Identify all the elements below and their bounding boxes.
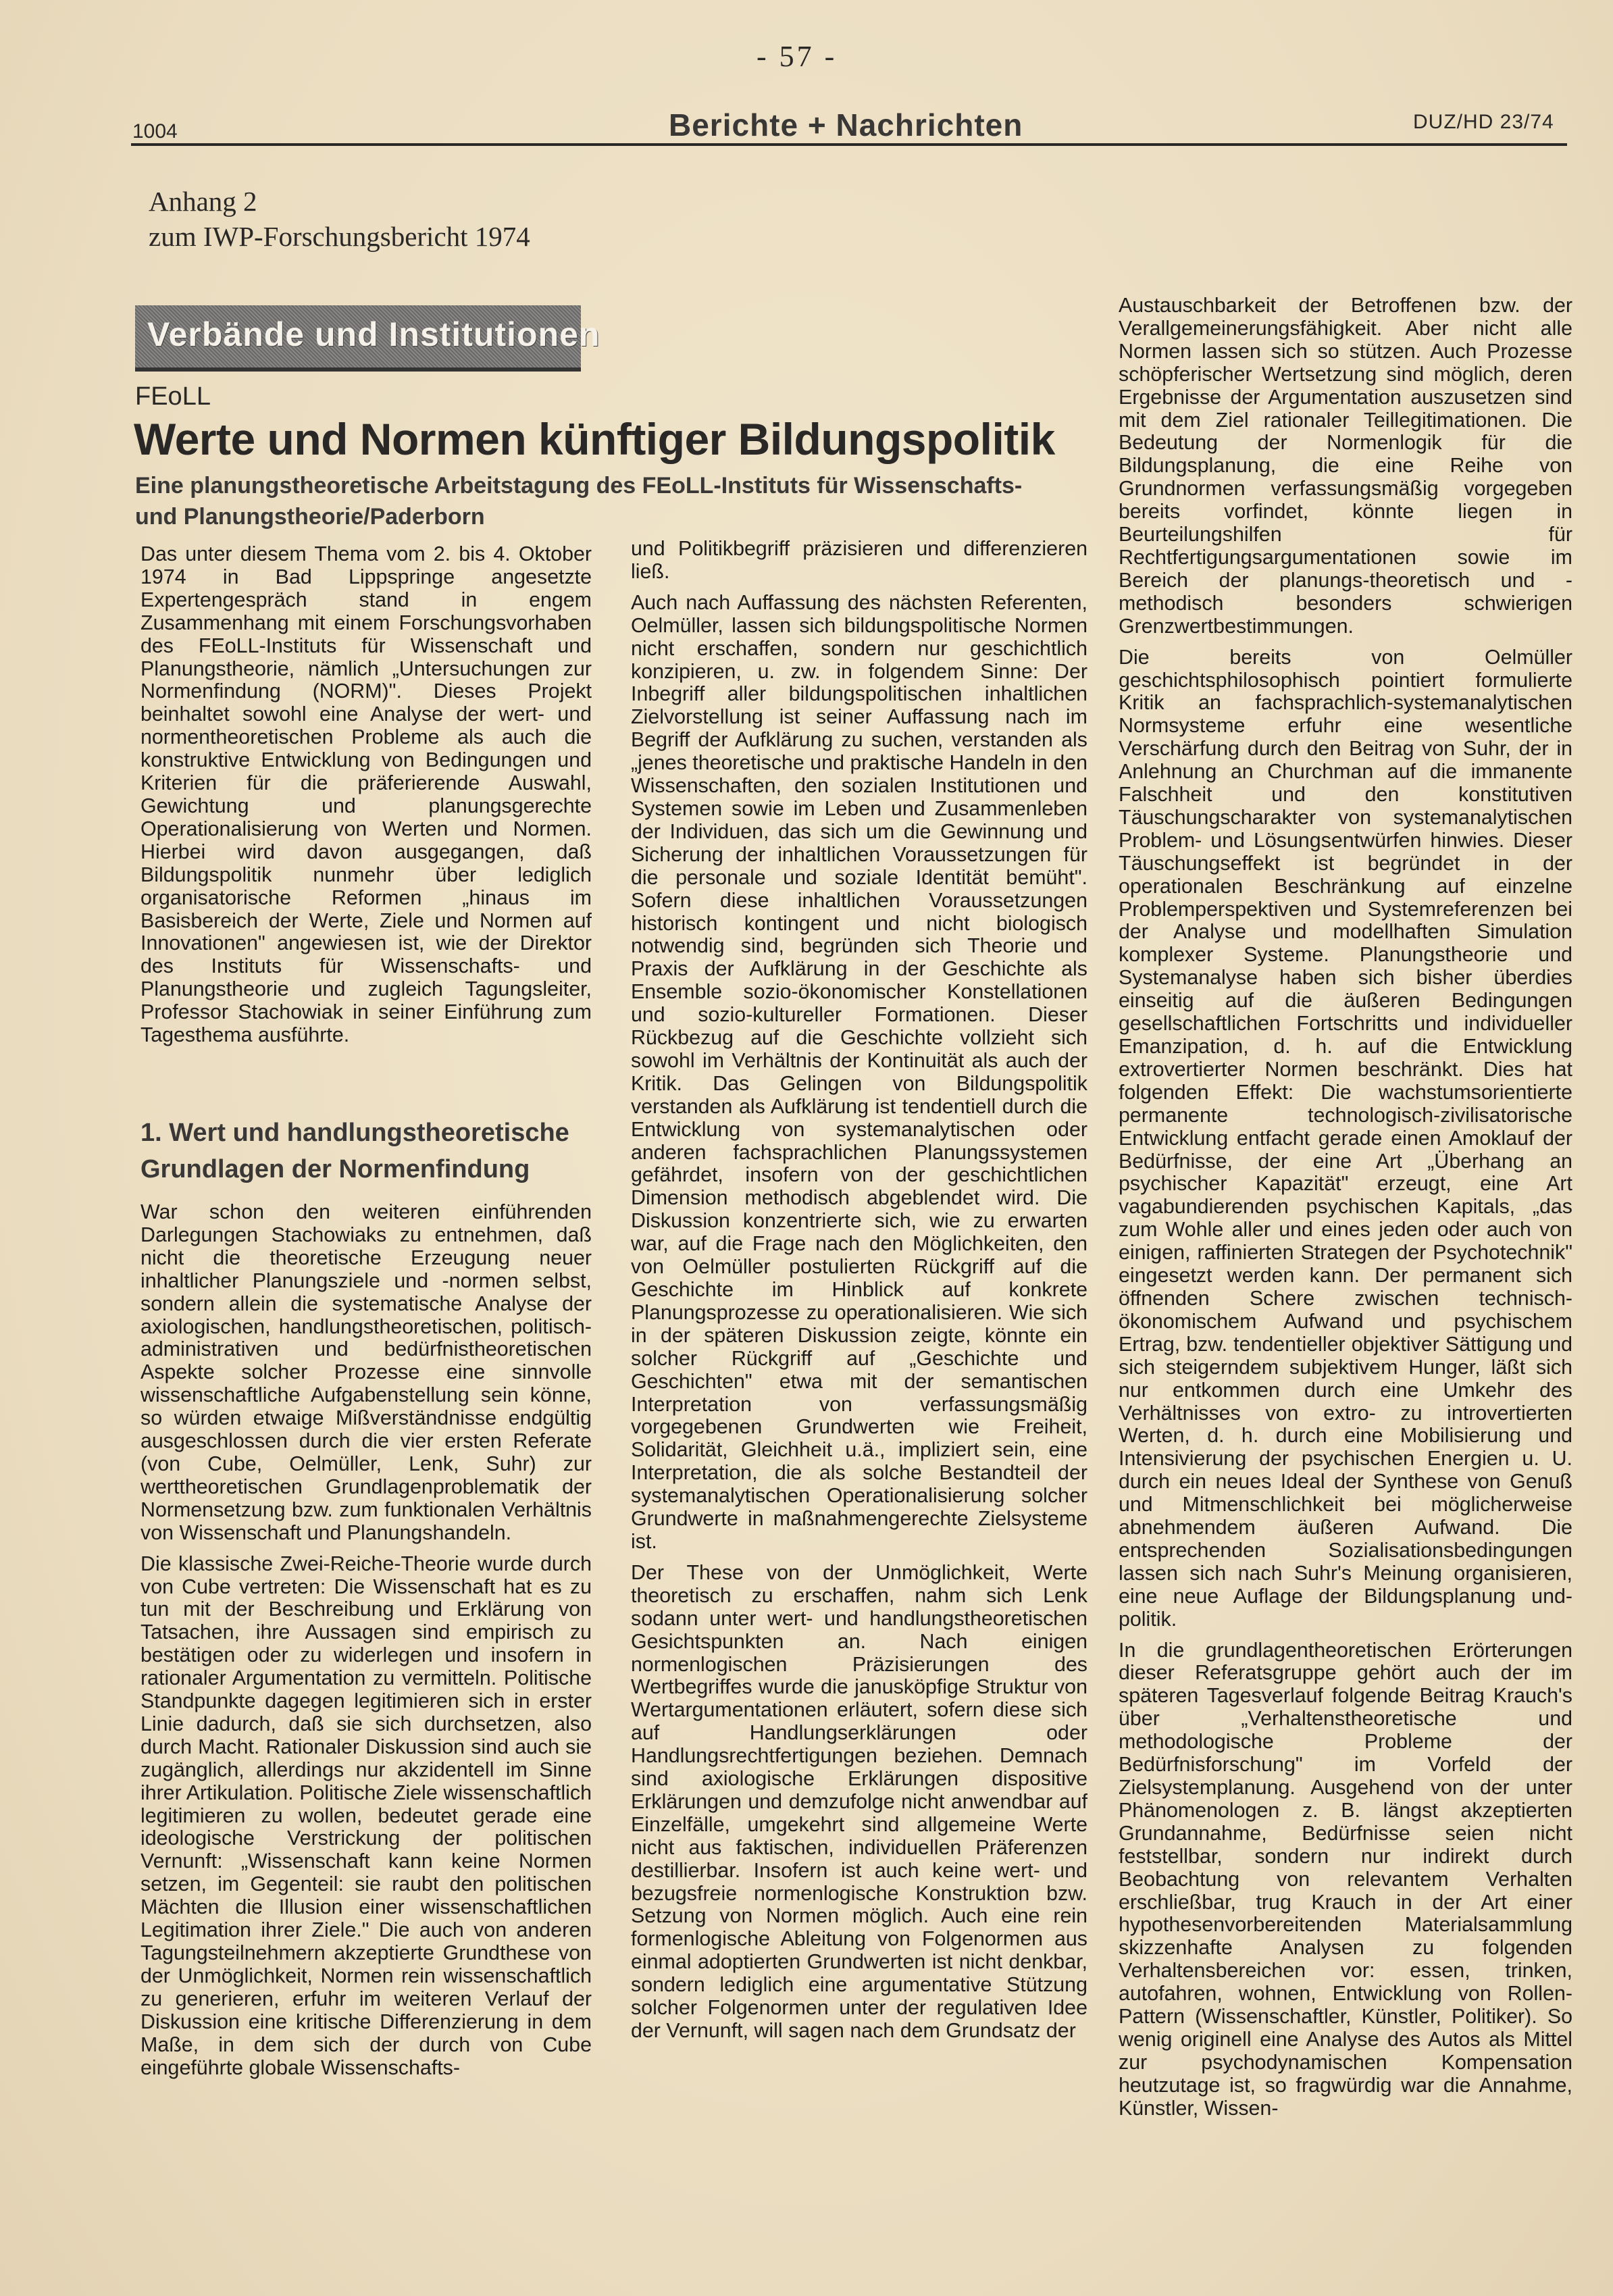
appendix-note (149, 184, 530, 254)
header-section-title: Berichte + Nachrichten (669, 107, 1023, 143)
column-1-body (140, 1201, 592, 2079)
section-banner (135, 305, 600, 372)
column-1-intro (140, 543, 592, 1047)
paragraph: und Politikbegriff präzisieren und differenzieren ließ. (631, 537, 1087, 583)
page-number: - 57 - (757, 40, 838, 73)
header-rule (131, 143, 1567, 146)
paragraph: Die bereits von Oelmüller geschichtsphilosophisch pointiert formulierte Kritik an fachsprachlich-systemanalytischen Normsysteme erfuhr eine wesentliche Verschärfung durch den Beitrag von Suhr, der in Anlehnung an Churchman auf die immanente Falschheit und den konstitutiven Täuschungscharakter von systemanalytischen Problem- und Lösungsentwürfen hinwies. Dieser Täuschungseffekt ist begründet in der operationalen Beschränkung auf einzelne Problemperspektiven und Systemreferenzen bei der Analyse und modellhaften Simulation komplexer Systeme. Planungstheorie und Systemanalyse haben sich bisher überdies einseitig auf die äußeren Bedingungen gesellschaftlichen Fortschritts und individueller Emanzipation, d. h. auf die Entwicklung extrovertierter Normen beschränkt. Dies hat folgenden Effekt: Die wachstumsorientierte permanente technologisch-zivilisatorische Entwicklung entfacht gerade einen Amoklauf der Bedürfnisse, der eine Art „Überhang an psychischer Kapazität" erzeugt, eine Art vagabundierenden psychischen Kapitals, „das zum Wohle aller und eines jeden oder auch von einigen, raffinierten Strategen der Psychotechnik" eingesetzt werden kann. Der permanent sich öffnenden Schere zwischen technisch-ökonomischem Aufwand und psychischem Ertrag, bzw. tendentieller objektiver Sättigung und sich steigerndem subjektivem Hunger, läßt sich nur entkommen durch eine Umkehr des Verhältnisses von extro- zu introvertierten Werten, d. h. durch eine Mobilisierung und Intensivierung der psychischen Energien u. U. durch ein neues Ideal der Synthese von Genuß und Mitmenschlichkeit bei möglicherweise abnehmendem äußeren Aufwand. Die entsprechenden Sozialisationsbedingungen lassen sich nach Suhr's Meinung organisieren, eine neue Auflage der Bildungsplanung und- politik. (1119, 645, 1572, 1631)
paragraph: Die klassische Zwei-Reiche-Theorie wurde durch von Cube vertreten: Die Wissenschaft hat es zu tun mit der Beschreibung und Erklärung von Tatsachen, ihre Aussagen sind empirisch zu bestätigen oder zu widerlegen und insofern in rationaler Argumentation zu vermitteln. Politische Standpunkte dagegen legitimieren sich in erster Linie dadurch, daß sie sich durchsetzen, also durch Macht. Rationaler Diskussion sind auch sie zugänglich, allerdings nur akzidentell im Sinne ihrer Artikulation. Politische Ziele wissenschaftlich legitimieren zu wollen, bedeutet gerade eine ideologische Verstrickung der politischen Vernunft: „Wissenschaft kann keine Normen setzen, im Gegenteil: sie raubt den politischen Mächten die Illusion einer wissenschaftlichen Legitimation ihrer Ziele." Die auch von anderen Tagungsteilnehmern akzeptierte Grundthese von der Unmöglichkeit, Normen rein wissenschaftlich zu generieren, erfuhr im weiteren Verlauf der Diskussion eine kritische Differenzierung in dem Maße, in dem sich der durch von Cube eingeführte globale Wissenschafts- (140, 1552, 592, 2079)
paragraph: In die grundlagentheoretischen Erörterungen dieser Referatsgruppe gehört auch der im späteren Tagesverlauf folgende Beitrag Krauch's über „Verhaltenstheoretische und methodologische Probleme der Bedürfnisforschung" im Vorfeld der Zielsystemplanung. Ausgehend von der unter Phänomenologen z. B. längst akzeptierten Grundannahme, Bedürfnisse seien nicht feststellbar, sondern nur indirekt durch Beobachtung von relevantem Verhalten erschließbar, trug Krauch in der Art einer hypothesenvorbereitenden Materialsammlung skizzenhafte Analysen zu folgenden Verhaltensbereichen vor: essen, trinken, autofahren, wohnen, Entwicklung von Rollen-Pattern (Wissenschaftler, Künstler, Politiker). So wenig originell eine Analyse des Autos als Mittel zur psychodynamischen Kompensation heutzutage ist, so fragwürdig war die Annahme, Künstler, Wissen- (1119, 1638, 1572, 2120)
article-title: Werte und Normen künftiger Bildungspolitik (134, 414, 1055, 464)
section-1-heading: 1. Wert und handlungstheoretische Grundlagen der Normenfindung (140, 1119, 569, 1183)
article-subtitle: Eine planungstheoretische Arbeitstagung des FEoLL-Instituts für Wissenschafts- und Planungstheorie/Paderborn (135, 473, 1023, 530)
appendix-line-2: zum IWP-Forschungsbericht 1974 (149, 221, 530, 252)
intro-paragraph: Das unter diesem Thema vom 2. bis 4. Oktober 1974 in Bad Lippspringe angesetzte Expertengespräch stand in engem Zusammenhang mit einem Forschungsvorhaben des FEoLL-Instituts für Wissenschaft und Planungstheorie, nämlich „Untersuchungen zur Normenfindung (NORM)". Dieses Projekt beinhaltet sowohl eine Analyse der wert- und normentheoretischen Probleme als auch die konstruktive Entwicklung von Bedingungen und Kriterien für die präferierende Auswahl, Gewichtung und planungsgerechte Operationalisierung von Werten und Normen. Hierbei wird davon ausgegangen, daß Bildungspolitik nunmehr über lediglich organisatorische Reformen „hinaus im Basisbereich der Werte, Ziele und Normen auf Innovationen" angewiesen ist, wie der Direktor des Instituts für Wissenschafts- und Planungstheorie und zugleich Tagungsleiter, Professor Stachowiak in seiner Einführung zum Tagesthema ausführte. (140, 542, 592, 1047)
column-3 (1119, 295, 1572, 2120)
appendix-line-1: Anhang 2 (149, 186, 257, 217)
header-publication: DUZ/HD 23/74 (1413, 111, 1554, 133)
paragraph: Der These von der Unmöglichkeit, Werte theoretisch zu erschaffen, nahm sich Lenk sodann unter wert- und handlungstheoretischen Gesichtspunkten an. Nach einigen normenlogischen Präzisierungen des Wertbegriffes wurde die janusköpfige Struktur von Wertargumentationen erläutert, sofern diese sich auf Handlungserklärungen oder Handlungsrechtfertigungen beziehen. Demnach sind axiologische Erklärungen dispositive Erklärungen und demzufolge nicht anwendbar auf Einzelfälle, umgekehrt sind allgemeine Werte nicht aus faktischen, individuellen Präferenzen destillierbar. Insofern ist auch keine wert- und bezugsfreie normenlogische Konstruktion bzw. Setzung von Normen möglich. Auch eine rein formenlogische Ableitung von Folgenormen aus einmal adoptierten Grundwerten ist nicht denkbar, sondern lediglich eine argumentative Stützung solcher Folgenormen unter der regulativen Idee der Vernunft, will sagen nach dem Grundsatz der (631, 1560, 1087, 2042)
paragraph: War schon den weiteren einführenden Darlegungen Stachowiaks zu entnehmen, daß nicht die theoretische Erzeugung neuer inhaltlicher Planungsziele und -normen selbst, sondern allein die systematische Analyse der axiologischen, handlungstheoretischen, politisch-administrativen und bedürfnistheoretischen Aspekte solcher Prozesse eine sinnvolle wissenschaftliche Aufgabenstellung sein könne, so würden etwaige Mißverständnisse endgültig ausgeschlossen durch die vier ersten Referate (von Cube, Oelmüller, Lenk, Suhr) zur werttheoretischen Grundlagenproblematik der Normensetzung bzw. zum funktionalen Verhältnis von Wissenschaft und Planungshandeln. (140, 1200, 592, 1544)
header-issue-page: 1004 (132, 120, 178, 143)
column-2 (631, 538, 1087, 2043)
section-banner-label: Verbände und Institutionen (147, 315, 600, 353)
article-kicker: FEoLL (135, 382, 211, 411)
paragraph: Austauschbarkeit der Betroffenen bzw. der Verallgemeinerungsfähigkeit. Aber nicht alle Normen lassen sich so stützen. Auch Prozesse schöpferischer Wertsetzung sind möglich, deren Ergebnisse der Argumentation auszusetzen sind mit dem Ziel rationaler Teillegitimationen. Die Bedeutung der Normenlogik für die Bildungsplanung, die eine Reihe von Grundnormen verfassungsmäßig vorgegeben bereits vorfindet, könnte liegen in Beurteilungshilfen für Rechtfertigungsargumentationen sowie im Bereich der planungs-theoretisch und -methodisch besonders schwierigen Grenzwertbestimmungen. (1119, 294, 1572, 638)
paragraph: Auch nach Auffassung des nächsten Referenten, Oelmüller, lassen sich bildungspolitische Normen nicht erschaffen, sondern nur geschichtlich konzipieren, u. zw. in folgendem Sinne: Der Inbegriff aller bildungspolitischen inhaltlichen Zielvorstellung ist seiner Auffassung nach im Begriff der Aufklärung zu suchen, verstanden als „jenes theoretische und praktische Handeln in den Wissenschaften, den sozialen Institutionen und Systemen sowie im Leben und Zusammenleben der Individuen, das sich um die Gewinnung und Sicherung der inhaltlichen Voraussetzungen für die personale und soziale Identität bemüht". Sofern diese inhaltlichen Voraussetzungen historisch kontingent und nicht biologisch notwendig sind, begründen sich Theorie und Praxis der Aufklärung in der Geschichte als Ensemble sozio-ökonomischer Konstellationen und sozio-kultureller Formationen. Dieser Rückbezug auf die Geschichte vollzieht sich sowohl im Verhältnis der Kontinuität als auch der Kritik. Das Gelingen von Bildungspolitik verstanden als Aufklärung ist tendentiell durch die Entwicklung von systemanalytischen oder anderen fachsprachlichen Planungssystemen gefährdet, insofern von der geschichtlichen Dimension methodisch abgeblendet wird. Die Diskussion konzentrierte sich, wie zu erwarten war, auf die Frage nach den Möglichkeiten, den von Oelmüller postulierten Rückgriff auf die Geschichte im Hinblick auf konkrete Planungsprozesse zu operationalisieren. Wie sich in der späteren Diskussion zeigte, könnte ein solcher Rückgriff auf „Geschichte und Geschichten" etwa mit der semantischen Interpretation von verfassungsmäßig vorgegebenen Grundwerten wie Freiheit, Solidarität, Gleichheit u.ä., impliziert sein, eine Interpretation, die als solche Bestandteil der systemanalytischen Operationalisierung solcher Grundwerte in maßnahmengerechte Zielsysteme ist. (631, 590, 1087, 1553)
